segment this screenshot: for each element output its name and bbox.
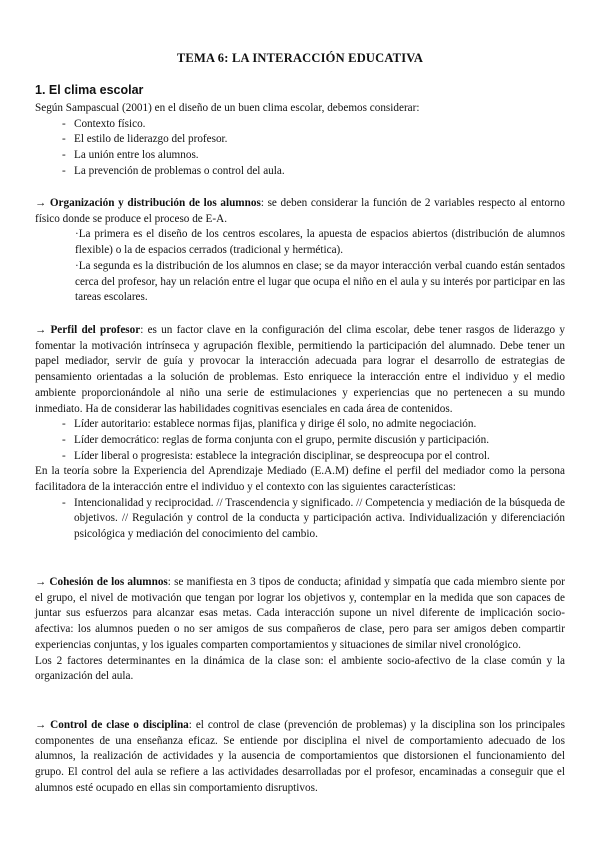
organizacion-paragraph: [35, 196, 565, 227]
organizacion-text: : se deben considerar la función de 2 variables respecto al entorno físico donde se produce el proceso de E-A.: [35, 197, 566, 225]
organizacion-lead: Organización y distribución de los alumnos: [49, 197, 261, 209]
section-heading: 1. El clima escolar: [35, 83, 144, 97]
intro-text: Según Sampascual (2001) en el diseño de un buen clima escolar, debemos considerar:: [35, 102, 420, 114]
arrow-glyph: →: [35, 576, 50, 588]
arrow-glyph: →: [35, 197, 50, 209]
eam-list: [35, 496, 565, 543]
section-control: [35, 718, 565, 797]
organizacion-point-2: ·La segunda es la distribución de los alumnos en clase; se da mayor interacción verbal cuando están sentados cerca del profesor, hay un relación entre el lugar que ocupa el niño en el aula y su interés por participar en las tareas escolares.: [75, 259, 565, 304]
list-item: - Líder autoritario: establece normas fijas, planifica y dirige él solo, no admite negociación.: [35, 417, 565, 433]
eam-paragraph: En la teoría sobre la Experiencia del Aprendizaje Mediado (E.A.M) define el perfil del mediador como la persona facilitadora de la interacción entre el individuo y el contexto con las siguientes características:: [35, 465, 565, 494]
cohesion-text: : se manifiesta en 3 tipos de conducta; afinidad y simpatía que cada miembro siente por el grupo, el nivel de motivación que tengan por lograr los objetivos y, contemplar en la medida que son capaces de juntar sus esfuerzos para alcanzar esas metas. Cada interacción supone un nivel diferente de implicación socio-afectiva: los alumnos pueden o no ser amigos de sus compañeros de clase, pero para ser amigos deben compartir experiencias conjuntas, y los iguales comparten comportamientos y situaciones de similar nivel cronológico.: [35, 576, 565, 651]
list-item: - Intencionalidad y reciprocidad. // Trascendencia y significado. // Competencia y mediación de la búsqueda de objetivos. // Regulación y control de la conducta y participación activa. Individualización y diferenciación psicológica y mediación del conocimiento del cambio.: [35, 496, 565, 543]
cohesion-paragraph: [35, 575, 565, 654]
arrow-glyph: →: [35, 324, 51, 336]
section-cohesion: [35, 575, 565, 685]
leader-list: [35, 417, 565, 464]
control-paragraph: [35, 718, 565, 797]
section-organizacion: [35, 196, 565, 306]
section-perfil: [35, 323, 565, 543]
list-item: - Contexto físico.: [35, 117, 565, 133]
factors-paragraph: Los 2 factores determinantes en la dinámica de la clase son: el ambiente socio-afectivo de la clase común y la organización del aula.: [35, 654, 565, 683]
list-item: - Líder democrático: reglas de forma conjunta con el grupo, permite discusión y participación.: [35, 433, 565, 449]
arrow-glyph: →: [35, 719, 51, 731]
list-item: - La unión entre los alumnos.: [35, 148, 565, 164]
page-title: TEMA 6: LA INTERACCIÓN EDUCATIVA: [176, 51, 424, 65]
organizacion-point-1: ·La primera es el diseño de los centros escolares, la apuesta de espacios abiertos (distribución de alumnos flexible) o la de espacios cerrados (tradicional y hermética).: [75, 228, 565, 257]
control-lead: Control de clase o disciplina: [50, 719, 189, 731]
section-clima: [35, 101, 565, 180]
perfil-paragraph: [35, 323, 565, 417]
considerations-list: [35, 117, 565, 180]
cohesion-lead: Cohesión de los alumnos: [49, 576, 168, 588]
list-item: - Líder liberal o progresista: establece la integración disciplinar, se despreocupa por el control.: [35, 449, 565, 465]
perfil-text: : es un factor clave en la configuración del clima escolar, debe tener rasgos de liderazgo y fomentar la motivación intrínseca y agrupación flexible, permitiendo la participación del alumnado. Debe tener un papel mediador, servir de guía y provocar la interacción adecuada para lograr el desarrollo de estrategias de pensamiento orientadas a la solución de problemas. Esto enriquece la interacción entre el individuo y el medio ambiente proporcionándole al niño una serie de estimulaciones y experiencias que no pertenecen a su mundo inmediato. Ha de considerar las habilidades cognitivas esenciales en cada área de contenidos.: [35, 324, 566, 415]
control-text: : el control de clase (prevención de problemas) y la disciplina son los principales componentes de una enseñanza eficaz. Se entiende por disciplina el nivel de comportamiento adecuado de los alumnos, la realización de actividades y la ausencia de comportamientos que distorsionen el funcionamiento del grupo. El control del aula se refiere a las actividades desarrolladas por el profesor, encaminadas a conseguir que el alumnos esté ocupado en ellas sin comportamiento disruptivos.: [35, 719, 565, 794]
list-item: - La prevención de problemas o control del aula.: [35, 164, 565, 180]
list-item: - El estilo de liderazgo del profesor.: [35, 132, 565, 148]
perfil-lead: Perfil del profesor: [50, 324, 141, 336]
